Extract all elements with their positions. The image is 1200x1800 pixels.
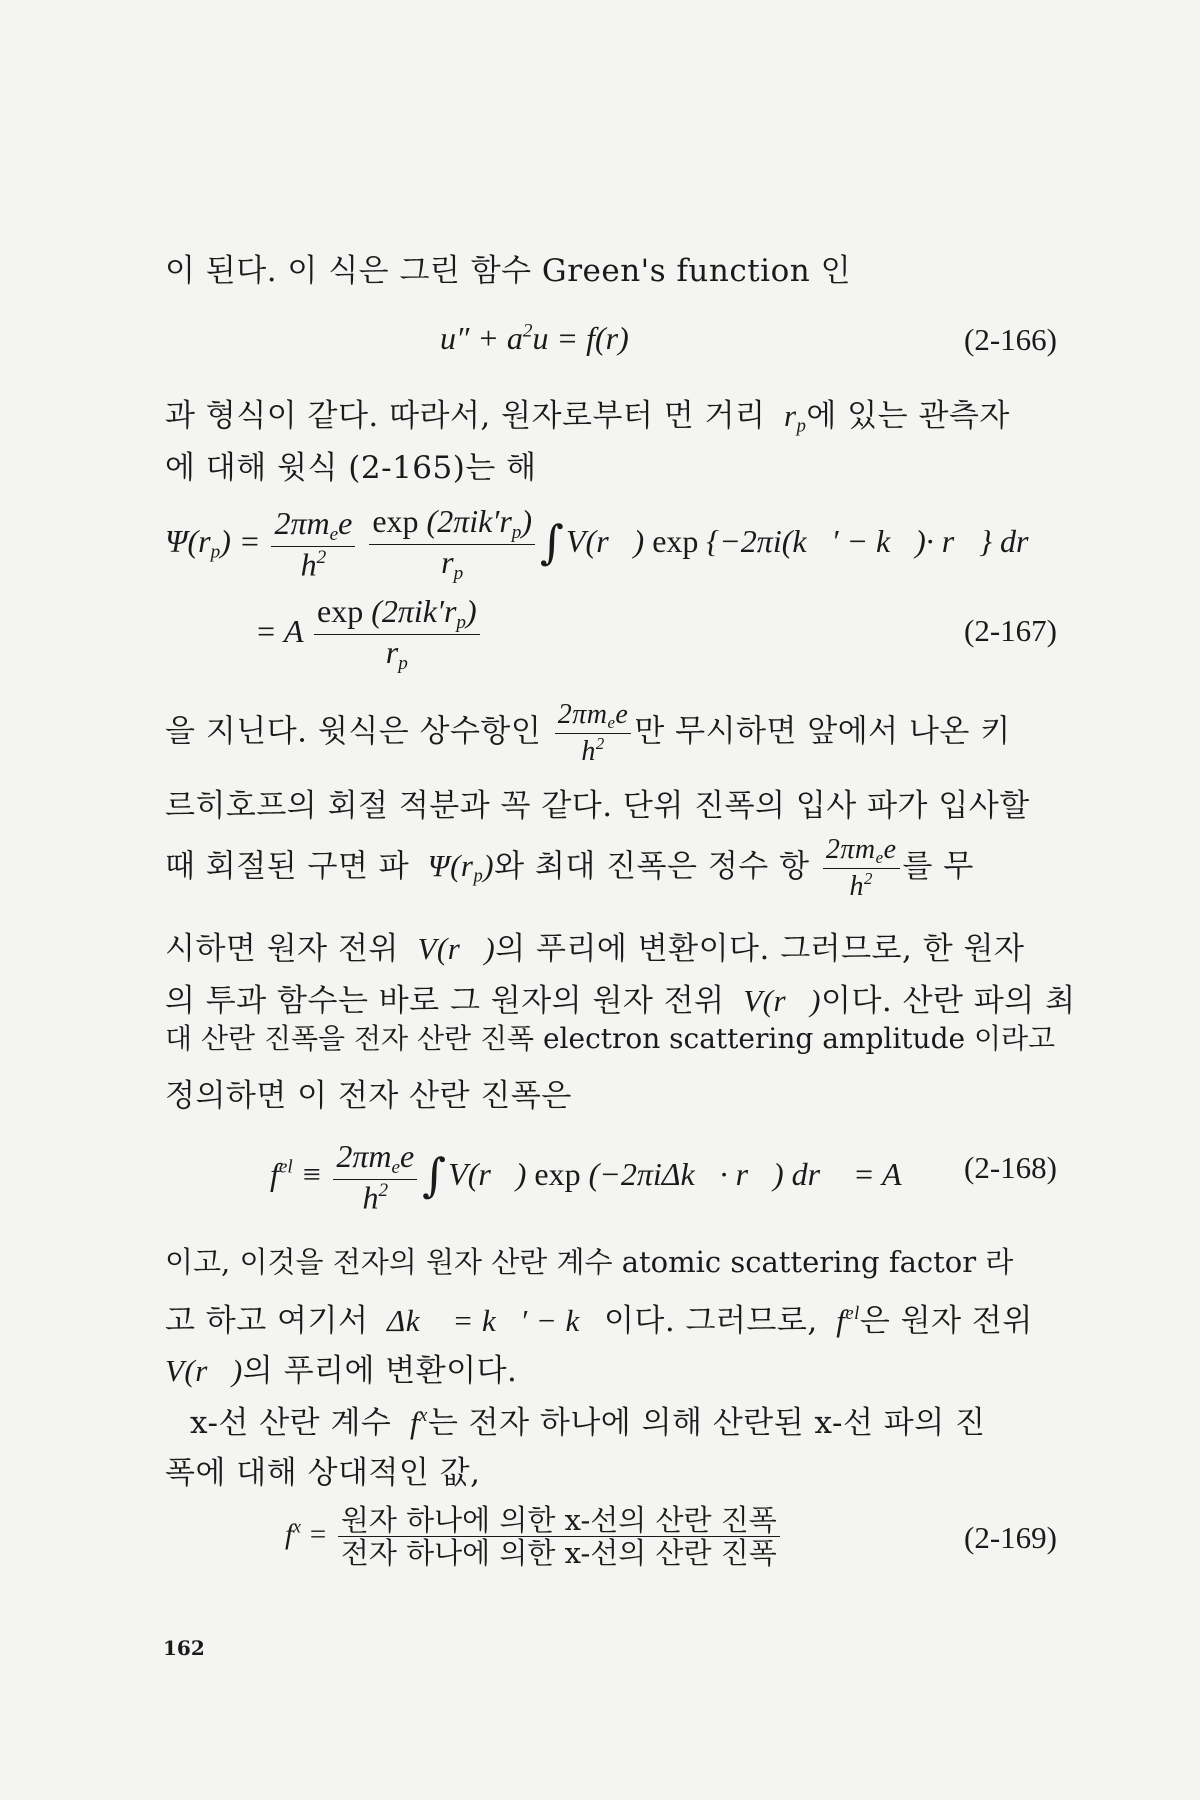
equation-number-2-168: (2-168) xyxy=(964,1150,1057,1185)
text-line-4 xyxy=(165,700,1011,766)
symbol-v-r: V(r⃗) xyxy=(409,931,496,966)
text-line-2a: 과 형식이 같다. 따라서, 원자로부터 먼 거리 xyxy=(165,398,766,434)
text-line-6b: 와 최대 진폭은 정수 항 xyxy=(494,848,810,885)
symbol-rp: $r_p$ xyxy=(775,398,807,437)
text-line-5: 르히호프의 회절 적분과 꼭 같다. 단위 진폭의 입사 파가 입사할 xyxy=(165,788,1030,824)
equation-2-169: $f^x$ = $\frac{\text{원자 하나에 의한 x-선의 산란 진폭}}{\text{전자 하나에 의한 x-선의 산란 진폭}}$ xyxy=(285,1505,783,1569)
equation-number-2-169: (2-169) xyxy=(964,1520,1057,1555)
text-line-2b: 에 있는 관측자 xyxy=(806,398,1010,434)
fraction-2-169-numerator: 원자 하나에 의한 x-선의 산란 진폭 xyxy=(338,1505,780,1537)
text-line-6 xyxy=(165,835,974,901)
text-line-14a: x-선 산란 계수 xyxy=(190,1405,392,1441)
text-line-1: 이 된다. 이 식은 그린 함수 Green's function 인 xyxy=(165,253,852,289)
text-line-7b: 의 푸리에 변환이다. 그러므로, 한 원자 xyxy=(495,931,1025,967)
text-line-10: 정의하면 이 전자 산란 진폭은 xyxy=(165,1078,572,1114)
text-line-6c: 를 무 xyxy=(902,848,974,885)
text-line-14b: 는 전자 하나에 의해 산란된 x-선 파의 진 xyxy=(427,1405,986,1441)
symbol-f-el: $f^{el}$ xyxy=(828,1302,860,1338)
inline-fraction-constant-2: $\frac{2\pi m_ee}{h^2}$ xyxy=(823,835,900,901)
text-line-12a: 고 하고 여기서 xyxy=(165,1303,369,1339)
text-line-11: 이고, 이것을 전자의 원자 산란 계수 atomic scattering factor 라 xyxy=(165,1245,1014,1279)
symbol-v-r-3: V(r⃗) xyxy=(165,1353,243,1388)
page-number: 162 xyxy=(163,1636,205,1660)
text-line-2 xyxy=(165,390,1010,438)
text-line-7a: 시하면 원자 전위 xyxy=(165,931,399,967)
text-line-14 xyxy=(190,1397,985,1442)
text-line-13 xyxy=(165,1345,517,1390)
symbol-delta-k: Δk⃗ = k⃗′ − k⃗ xyxy=(378,1303,604,1338)
equation-number-2-166: (2-166) xyxy=(964,322,1057,357)
equation-number-2-167: (2-167) xyxy=(964,613,1057,648)
inline-fraction-constant: $\frac{2\pi m_ee}{h^2}$ xyxy=(555,700,632,766)
text-line-4b: 만 무시하면 앞에서 나온 키 xyxy=(634,713,1011,750)
text-line-12c: 은 원자 전위 xyxy=(859,1303,1033,1339)
text-line-8b: 이다. 산란 파의 최 xyxy=(821,983,1076,1019)
text-line-15: 폭에 대해 상대적인 값, xyxy=(165,1455,481,1491)
equation-2-167-row-2: = A $\frac{\exp (2\pi ik'r_p)}{r_p}$ xyxy=(255,595,483,674)
text-line-8 xyxy=(165,975,1076,1020)
text-line-4a: 을 지닌다. 윗식은 상수항인 xyxy=(165,713,542,750)
symbol-f-x: $f^x$ xyxy=(401,1404,428,1440)
text-line-13-text: 의 푸리에 변환이다. xyxy=(242,1353,518,1389)
text-line-7 xyxy=(165,923,1024,968)
text-line-9: 대 산란 진폭을 전자 산란 진폭 electron scattering amplitude 이라고 xyxy=(165,1022,1056,1055)
text-line-8a: 의 투과 함수는 바로 그 원자의 원자 전위 xyxy=(165,983,725,1019)
text-line-12 xyxy=(165,1295,1033,1340)
fraction-2-169-denominator: 전자 하나에 의한 x-선의 산란 진폭 xyxy=(340,1536,777,1571)
text-line-3: 에 대해 윗식 (2-165)는 해 xyxy=(165,450,537,486)
symbol-psi-rp: $\Psi(r_p)$ xyxy=(419,848,495,888)
equation-2-166: $u'' + a^2u = f(r)$ xyxy=(440,320,629,356)
symbol-v-r-2: V(r⃗) xyxy=(734,983,821,1018)
text-line-6a: 때 회절된 구면 파 xyxy=(165,848,410,885)
equation-2-168: $f^{el}$ ≡ $\frac{2\pi m_ee}{h^2}$ ∫V(r⃗) exp (−2πiΔk⃗· r⃗) dr⃗ = A xyxy=(270,1138,902,1216)
text-line-12b: 이다. 그러므로, xyxy=(603,1303,818,1339)
equation-2-167-row-1: $\Psi(r_p)$ = $\frac{2\pi m_ee}{h^2}$ $\frac{\exp (2\pi ik'r_p)}{r_p}$ ∫V(r⃗) exp {−2πi(k⃗′ − k⃗)· r⃗} dr⃗ xyxy=(165,503,1054,584)
